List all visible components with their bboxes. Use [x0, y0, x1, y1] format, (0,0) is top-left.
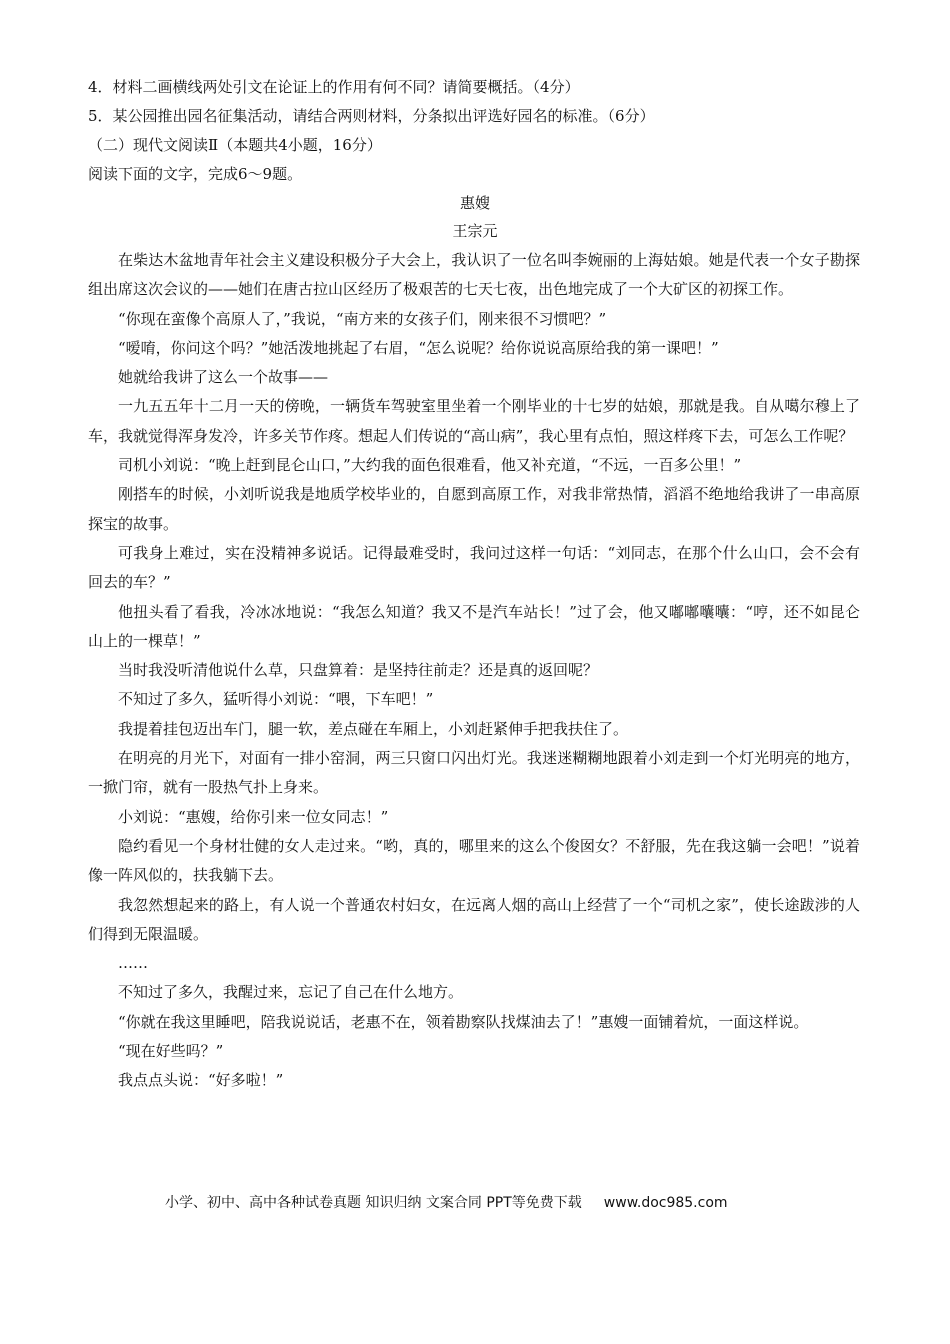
- article-body: [88, 246, 860, 1096]
- article-paragraph: “嗳唷，你问这个吗？”她活泼地挑起了右眉，“怎么说呢？给你说说高原给我的第一课吧！”: [118, 338, 719, 357]
- article-paragraph: 隐约看见一个身材壮健的女人走过来。“哟，真的，哪里来的这么个俊囡女？不舒服，先在我这躺一会吧！”说着像一阵风似的，扶我躺下去。: [88, 836, 860, 885]
- article-paragraph: 我点点头说：“好多啦！”: [118, 1071, 284, 1090]
- article-ellipsis: ……: [118, 954, 148, 973]
- article-paragraph: 我忽然想起来的路上，有人说一个普通农村妇女，在远离人烟的高山上经营了一个“司机之家”，使长途跋涉的人们得到无限温暖。: [88, 895, 860, 943]
- article-paragraph: 在柴达木盆地青年社会主义建设积极分子大会上，我认识了一位名叫李婉丽的上海姑娘。她是代表一个女子勘探组出席这次会议的——她们在唐古拉山区经历了极艰苦的七天七夜，出色地完成了一个大矿区的初探工作。: [88, 251, 860, 299]
- section-heading: （二）现代文阅读Ⅱ（本题共4小题，16分）: [88, 136, 382, 154]
- article-paragraph: 不知过了多久，猛听得小刘说：“喂，下车吧！”: [118, 690, 434, 709]
- article-title: 惠嫂: [459, 194, 490, 212]
- article-author: 王宗元: [452, 222, 498, 240]
- article-paragraph: “你现在蛮像个高原人了，”我说，“南方来的女孩子们，刚来很不习惯吧？”: [118, 309, 607, 328]
- article-paragraph: 不知过了多久，我醒过来，忘记了自己在什么地方。: [118, 983, 464, 1002]
- article-paragraph: 在明亮的月光下，对面有一排小窑洞，两三只窗口闪出灯光。我迷迷糊糊地跟着小刘走到一个灯光明亮的地方，一掀门帘，就有一股热气扑上身来。: [88, 749, 860, 797]
- article-paragraph: 当时我没听清他说什么草，只盘算着：是坚持往前走？还是真的返回呢？: [118, 661, 599, 680]
- article-paragraph: 她就给我讲了这么一个故事——: [118, 368, 329, 387]
- footer-text: 小学、初中、高中各种试卷真题 知识归纳 文案合同 PPT等免费下载: [165, 1195, 582, 1211]
- question-5: 5．某公园推出园名征集活动，请结合两则材料，分条拟出评选好园名的标准。（6分）: [88, 107, 655, 125]
- article-paragraph: 我提着挂包迈出车门，腿一软，差点碰在车厢上，小刘赶紧伸手把我扶住了。: [118, 719, 629, 738]
- footer-url[interactable]: www.doc985.com: [603, 1195, 728, 1211]
- article-paragraph: 一九五五年十二月一天的傍晚，一辆货车驾驶室里坐着一个刚毕业的十七岁的姑娘，那就是我。自从噶尔穆上了车，我就觉得浑身发冷，许多关节作疼。想起人们传说的“高山病”，我心里有点怕，照这样疼下去，可怎么工作呢？: [88, 397, 860, 445]
- article-paragraph: 小刘说：“惠嫂，给你引来一位女同志！”: [118, 807, 389, 826]
- page-footer: [165, 1192, 728, 1212]
- article-paragraph: “你就在我这里睡吧，陪我说说话，老惠不在，领着勘察队找煤油去了！”惠嫂一面铺着炕，一面这样说。: [118, 1012, 809, 1031]
- article-paragraph: “现在好些吗？”: [118, 1042, 224, 1061]
- question-4: 4．材料二画横线两处引文在论证上的作用有何不同？请简要概括。（4分）: [88, 78, 580, 96]
- reading-instruction: 阅读下面的文字，完成6～9题。: [88, 165, 303, 183]
- article-paragraph: 他扭头看了看我，冷冰冰地说：“我怎么知道？我又不是汽车站长！”过了会，他又嘟嘟囔囔：“哼，还不如昆仑山上的一棵草！”: [88, 602, 860, 650]
- article-paragraph: 司机小刘说：“晚上赶到昆仑山口，”大约我的面色很难看，他又补充道，“不远，一百多公里！”: [118, 456, 742, 475]
- article-paragraph: 刚搭车的时候，小刘听说我是地质学校毕业的，自愿到高原工作，对我非常热情，滔滔不绝地给我讲了一串高原探宝的故事。: [88, 485, 860, 533]
- article-paragraph: 可我身上难过，实在没精神多说话。记得最难受时，我问过这样一句话：“刘同志，在那个什么山口，会不会有回去的车？”: [88, 543, 860, 592]
